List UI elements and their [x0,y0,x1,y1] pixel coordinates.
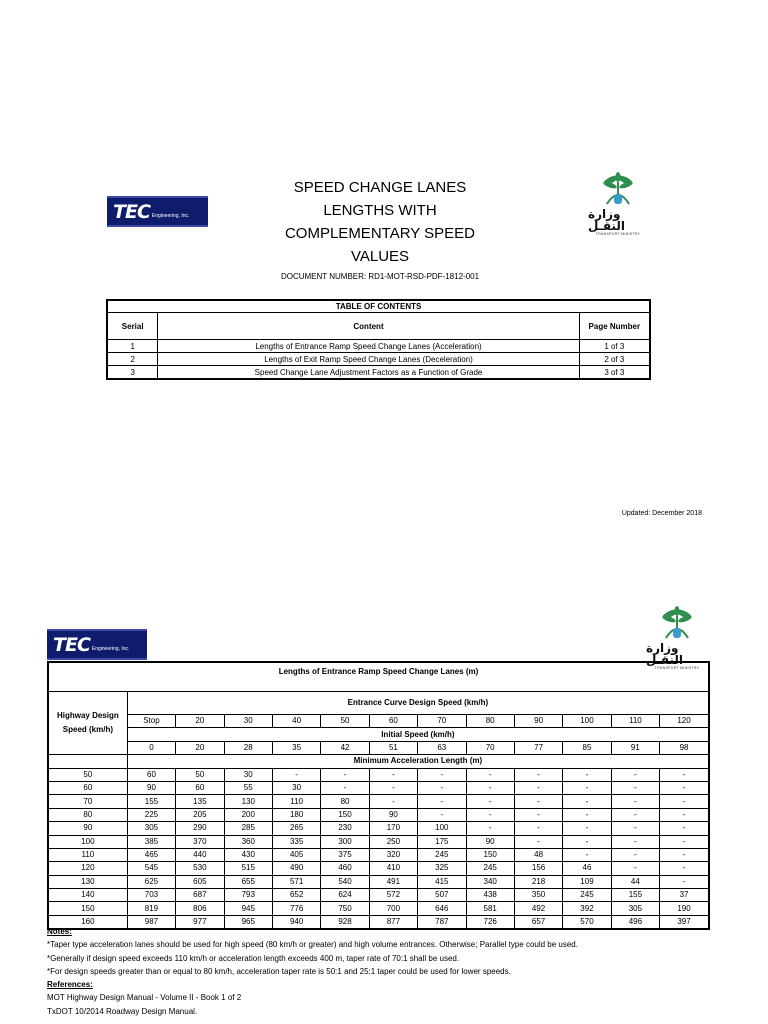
length-cell: 605 [176,875,224,888]
notes-section [47,925,747,1018]
length-cell: 657 [514,915,562,929]
length-cell: - [369,768,417,781]
length-cell: 180 [272,808,320,821]
reference-item: TxDOT 10/2014 Roadway Design Manual. [47,1006,198,1016]
length-cell: 703 [127,889,175,902]
length-cell: - [563,808,611,821]
initial-speed-cell: 20 [176,741,224,754]
length-cell: 515 [224,862,272,875]
table-row [48,795,709,808]
palm-swords-emblem-icon [601,172,635,208]
ministry-arabic-name: وزارة النقـل [646,641,683,667]
length-cell: - [418,781,466,794]
length-cell: - [660,875,709,888]
length-cell: 490 [272,862,320,875]
length-cell: 340 [466,875,514,888]
table-row [48,902,709,915]
length-cell: 977 [176,915,224,929]
length-cell: 375 [321,848,369,861]
curve-speed-cell: 30 [224,715,272,728]
highway-speed-cell: 160 [48,915,127,929]
length-cell: - [418,795,466,808]
length-cell: - [514,835,562,848]
toc-row[interactable] [107,340,650,353]
length-cell: 945 [224,902,272,915]
toc-content[interactable]: Lengths of Entrance Ramp Speed Change Lanes (Acceleration) [158,340,579,353]
length-cell: - [466,768,514,781]
table-of-contents [106,299,651,380]
length-cell: 776 [272,902,320,915]
length-cell: 350 [514,889,562,902]
table-row [48,822,709,835]
length-cell: 360 [224,835,272,848]
length-cell: 250 [369,835,417,848]
table-row [48,808,709,821]
length-cell: - [660,795,709,808]
blank-cell [48,755,127,768]
highway-speed-cell: 120 [48,862,127,875]
length-cell: 135 [176,795,224,808]
length-cell: 80 [321,795,369,808]
length-cell: 928 [321,915,369,929]
length-cell: 806 [176,902,224,915]
length-cell: 652 [272,889,320,902]
length-cell: 700 [369,902,417,915]
highway-speed-cell: 90 [48,822,127,835]
length-cell: - [514,808,562,821]
entrance-ramp-length-table [47,661,710,930]
length-cell: 492 [514,902,562,915]
length-cell: 100 [418,822,466,835]
palm-swords-emblem-icon [660,606,694,642]
length-cell: 245 [418,848,466,861]
length-cell: 130 [224,795,272,808]
length-cell: 205 [176,808,224,821]
toc-col-serial: Serial [107,313,158,340]
length-cell: 285 [224,822,272,835]
min-length-label: Minimum Acceleration Length (m) [127,755,709,768]
document-number: DOCUMENT NUMBER: RD1-MOT-RSD-PDF-1812-001 [280,272,480,281]
initial-speed-cell: 91 [611,741,659,754]
length-cell: - [660,808,709,821]
initial-speed-label: Initial Speed (km/h) [127,728,709,741]
title-line: LENGTHS WITH [323,202,437,219]
highway-speed-cell: 150 [48,902,127,915]
length-cell: - [611,808,659,821]
length-cell: - [563,835,611,848]
length-cell: - [563,795,611,808]
length-cell: - [611,848,659,861]
highway-speed-cell: 80 [48,808,127,821]
length-cell: - [466,808,514,821]
length-cell: 819 [127,902,175,915]
highway-speed-cell: 140 [48,889,127,902]
length-cell: - [660,822,709,835]
length-cell: 646 [418,902,466,915]
length-cell: 60 [176,781,224,794]
tec-logo-subtitle: Engineering, Inc. [91,646,130,652]
length-cell: 90 [127,781,175,794]
initial-speed-cell: 35 [272,741,320,754]
tec-logo-subtitle: Engineering, Inc. [151,213,190,219]
length-cell: 430 [224,848,272,861]
initial-speed-cell: 63 [418,741,466,754]
length-cell: 218 [514,875,562,888]
length-cell: - [321,768,369,781]
initial-speed-cell: 85 [563,741,611,754]
length-cell: 750 [321,902,369,915]
table-row [48,768,709,781]
curve-speed-label: Entrance Curve Design Speed (km/h) [127,692,709,715]
length-cell: 793 [224,889,272,902]
length-cell: 265 [272,822,320,835]
length-cell: 496 [611,915,659,929]
length-cell: 410 [369,862,417,875]
length-cell: 460 [321,862,369,875]
length-cell: 625 [127,875,175,888]
length-cell: - [563,781,611,794]
length-cell: 415 [418,875,466,888]
length-cell: 155 [127,795,175,808]
length-cell: 325 [418,862,466,875]
length-cell: - [466,795,514,808]
length-cell: 570 [563,915,611,929]
length-cell: 190 [660,902,709,915]
length-cell: 200 [224,808,272,821]
length-cell: 965 [224,915,272,929]
length-cell: 787 [418,915,466,929]
length-cell: 545 [127,862,175,875]
length-cell: 109 [563,875,611,888]
length-cell: - [514,822,562,835]
title-line: VALUES [350,248,410,265]
initial-speed-cell: 77 [514,741,562,754]
toc-row[interactable] [107,353,650,366]
length-cell: 440 [176,848,224,861]
length-cell: 90 [369,808,417,821]
initial-speed-cell: 51 [369,741,417,754]
length-cell: 370 [176,835,224,848]
length-cell: 170 [369,822,417,835]
initial-speed-cell: 98 [660,741,709,754]
length-cell: 37 [660,889,709,902]
length-cell: 687 [176,889,224,902]
highway-speed-cell: 70 [48,795,127,808]
length-cell: 507 [418,889,466,902]
initial-speed-cell: 28 [224,741,272,754]
length-cell: 305 [611,902,659,915]
length-cell: 465 [127,848,175,861]
length-cell: 335 [272,835,320,848]
length-cell: 44 [611,875,659,888]
length-cell: - [563,822,611,835]
document-title [280,176,480,268]
length-cell: 726 [466,915,514,929]
length-cell: 300 [321,835,369,848]
length-cell: 940 [272,915,320,929]
length-cell: - [563,768,611,781]
curve-speed-cell: 100 [563,715,611,728]
length-cell: 90 [466,835,514,848]
notes-heading: Notes: [47,927,72,936]
length-cell: - [418,768,466,781]
length-cell: 245 [563,889,611,902]
length-cell: 225 [127,808,175,821]
length-cell: 150 [321,808,369,821]
length-cell: - [514,768,562,781]
curve-speed-cell: 80 [466,715,514,728]
toc-content[interactable]: Speed Change Lane Adjustment Factors as a Function of Grade [158,366,579,380]
length-cell: 571 [272,875,320,888]
length-cell: 110 [272,795,320,808]
length-cell: 320 [369,848,417,861]
table-row [48,889,709,902]
length-cell: 30 [224,768,272,781]
ministry-english-name: TRANSPORT MINISTRY [654,666,700,670]
length-cell: 392 [563,902,611,915]
note-item: *Generally if design speed exceeds 110 km/h or acceleration length exceeds 400 m, taper rate of 70:1 shall be used. [47,953,460,963]
length-cell: 572 [369,889,417,902]
length-cell: 55 [224,781,272,794]
length-cell: 30 [272,781,320,794]
length-cell: - [466,822,514,835]
length-cell: - [611,768,659,781]
table-row [48,862,709,875]
references-heading: References: [47,980,93,990]
length-cell: 655 [224,875,272,888]
updated-date: Updated: December 2018 [621,510,702,517]
curve-speed-cell: 20 [176,715,224,728]
length-cell: - [611,822,659,835]
length-cell: - [611,781,659,794]
toc-row[interactable] [107,366,650,380]
table-row [48,848,709,861]
highway-speed-cell: 110 [48,848,127,861]
highway-speed-cell: 100 [48,835,127,848]
ministry-english-name: TRANSPORT MINISTRY [595,232,641,236]
tec-logo [107,196,208,227]
length-cell: - [660,835,709,848]
title-line: SPEED CHANGE LANES [293,179,467,196]
length-cell: - [514,795,562,808]
length-cell: 46 [563,862,611,875]
curve-speed-cell: 50 [321,715,369,728]
toc-serial: 3 [107,366,158,380]
curve-speed-cell: 90 [514,715,562,728]
row-header-highway-speed: Highway Design Speed (km/h) [48,692,127,755]
note-item: *Taper type acceleration lanes should be used for high speed (80 km/h or greater) and high volume entrances. Otherwise; Parallel type could be used. [47,940,578,950]
length-cell: 491 [369,875,417,888]
curve-speed-cell: Stop [127,715,175,728]
length-cell: 48 [514,848,562,861]
length-cell: 624 [321,889,369,902]
length-cell: - [514,781,562,794]
table-title: Lengths of Entrance Ramp Speed Change Lanes (m) [48,662,709,692]
title-line: COMPLEMENTARY SPEED [284,225,476,242]
tec-logo-mark: TEC [113,200,150,223]
curve-speed-cell: 120 [660,715,709,728]
toc-page: 2 of 3 [579,353,650,366]
length-cell: - [272,768,320,781]
length-cell: 60 [127,768,175,781]
length-cell: 156 [514,862,562,875]
table-row [48,875,709,888]
reference-item: MOT Highway Design Manual - Volume II - Book 1 of 2 [47,993,242,1003]
toc-page: 3 of 3 [579,366,650,380]
highway-speed-cell: 60 [48,781,127,794]
length-cell: 530 [176,862,224,875]
length-cell: - [660,781,709,794]
curve-speed-cell: 60 [369,715,417,728]
length-cell: - [563,848,611,861]
length-cell: - [611,835,659,848]
toc-content[interactable]: Lengths of Exit Ramp Speed Change Lanes (Deceleration) [158,353,579,366]
length-cell: 50 [176,768,224,781]
toc-serial: 1 [107,340,158,353]
curve-speed-cell: 110 [611,715,659,728]
length-cell: - [660,862,709,875]
length-cell: 397 [660,915,709,929]
toc-col-content: Content [158,313,579,340]
initial-speed-row [48,741,709,754]
length-cell: - [418,808,466,821]
length-cell: 150 [466,848,514,861]
length-cell: 987 [127,915,175,929]
length-cell: 245 [466,862,514,875]
curve-speed-cell: 70 [418,715,466,728]
note-item: *For design speeds greater than or equal to 80 km/h, acceleration taper rate is 50:1 and 25:1 taper could be used for lower speeds. [47,966,511,976]
curve-speed-row [48,715,709,728]
length-cell: 438 [466,889,514,902]
toc-col-page: Page Number [579,313,650,340]
length-cell: - [369,795,417,808]
length-cell: 385 [127,835,175,848]
length-cell: 540 [321,875,369,888]
toc-serial: 2 [107,353,158,366]
highway-speed-cell: 130 [48,875,127,888]
length-cell: - [660,768,709,781]
length-cell: 175 [418,835,466,848]
length-cell: 290 [176,822,224,835]
length-cell: - [369,781,417,794]
toc-page: 1 of 3 [579,340,650,353]
length-cell: 305 [127,822,175,835]
transport-ministry-logo [588,172,648,236]
highway-speed-cell: 50 [48,768,127,781]
initial-speed-cell: 0 [127,741,175,754]
curve-speed-cell: 40 [272,715,320,728]
ministry-arabic-name: وزارة النقـل [588,207,625,233]
table-row [48,835,709,848]
length-cell: 581 [466,902,514,915]
length-cell: 877 [369,915,417,929]
initial-speed-cell: 70 [466,741,514,754]
length-cell: - [611,862,659,875]
length-cell: - [611,795,659,808]
length-cell: 405 [272,848,320,861]
tec-logo-mark: TEC [53,633,90,656]
tec-logo [47,629,147,660]
length-cell: 230 [321,822,369,835]
length-cell: - [660,848,709,861]
length-cell: - [466,781,514,794]
length-cell: - [321,781,369,794]
length-cell: 155 [611,889,659,902]
table-row [48,781,709,794]
initial-speed-cell: 42 [321,741,369,754]
toc-heading: TABLE OF CONTENTS [107,300,650,313]
